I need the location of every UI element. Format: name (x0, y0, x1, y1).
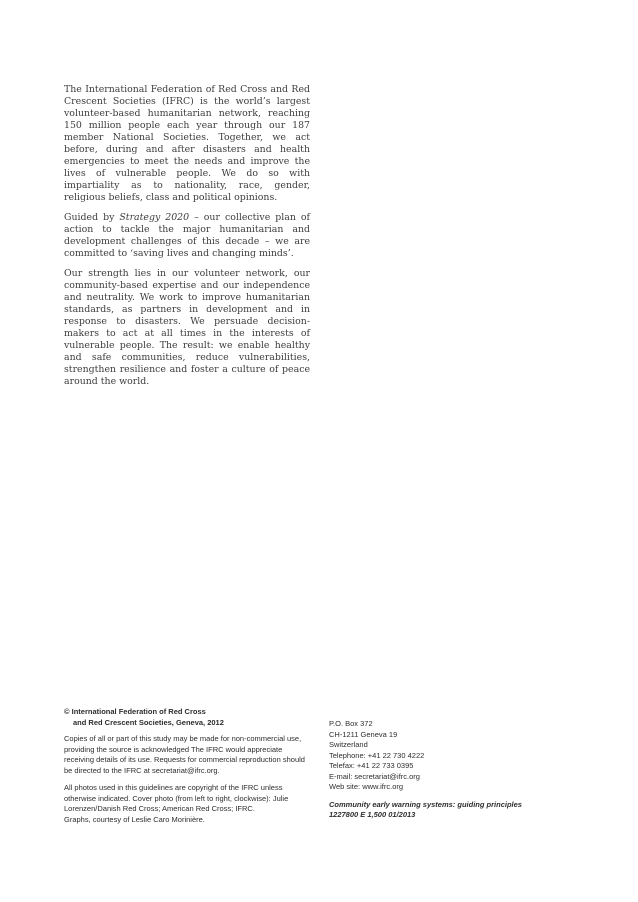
publication-title: Community early warning systems: guiding principles (329, 799, 522, 809)
strategy-2020-title: Strategy 2020 (119, 212, 190, 223)
country: Switzerland (329, 740, 368, 749)
intro-paragraph-suffix: – our collective plan of action to tackle the major humanitarian and development challenges of this decade – we are committed to ‘saving lives and changing minds’. (64, 212, 310, 259)
city-postcode: CH-1211 Geneva 19 (329, 729, 398, 739)
intro-paragraph-prefix: Guided by (64, 212, 120, 223)
ifrc-intro-text (64, 84, 310, 396)
copyright-heading-line: and Red Crescent Societies, Geneva, 2012 (73, 717, 224, 727)
website: Web site: www.ifrc.org (329, 782, 404, 791)
telefax: Telefax: +41 22 733 0395 (329, 761, 414, 770)
po-box: P.O. Box 372 (329, 719, 373, 728)
graphs-credit: Graphs, courtesy of Leslie Caro Morinière. (64, 814, 205, 824)
intro-paragraph: The International Federation of Red Cross and Red Crescent Societies (IFRC) is the world’s largest volunteer-based humanitarian network, reaching 150 million people each year through our 187 member National Societies. Together, we act before, during and after disasters and health emergencies to meet the needs and improve the lives of vulnerable people. We do so with impartiality as to nationality, race, gender, religious beliefs, class and political opinions. (64, 84, 310, 203)
contact-address-block (329, 719, 579, 821)
copyright-heading-line: © International Federation of Red Cross (64, 707, 206, 716)
copyright-block (64, 707, 314, 832)
usage-notice: Copies of all or part of this study may be made for non-commercial use, providing the source is acknowledged The IFRC would appreciate receiving details of its use. Requests for commercial reproduction should be directed to the IFRC at secretariat@ifrc.org. (64, 734, 305, 775)
intro-paragraph: Our strength lies in our volunteer network, our community-based expertise and our independence and neutrality. We work to improve humanitarian standards, as partners in development and in response to disasters. We persuade decision-makers to act at all times in the interests of vulnerable people. The result: we enable healthy and safe communities, reduce vulnerabilities, strengthen resilience and foster a culture of peace around the world. (64, 268, 310, 387)
copyright-heading (64, 707, 314, 728)
email: E-mail: secretariat@ifrc.org (329, 771, 420, 781)
intro-paragraph-strategy (64, 212, 310, 260)
telephone: Telephone: +41 22 730 4222 (329, 750, 425, 760)
photo-notice: All photos used in this guidelines are copyright of the IFRC unless otherwise indicated. Cover photo (from left to right, clockwise): Julie Lorenzen/Danish Red Cross; American Red Cross; IFRC. (64, 783, 289, 813)
publication-reference: 1227800 E 1,500 01/2013 (329, 810, 416, 819)
